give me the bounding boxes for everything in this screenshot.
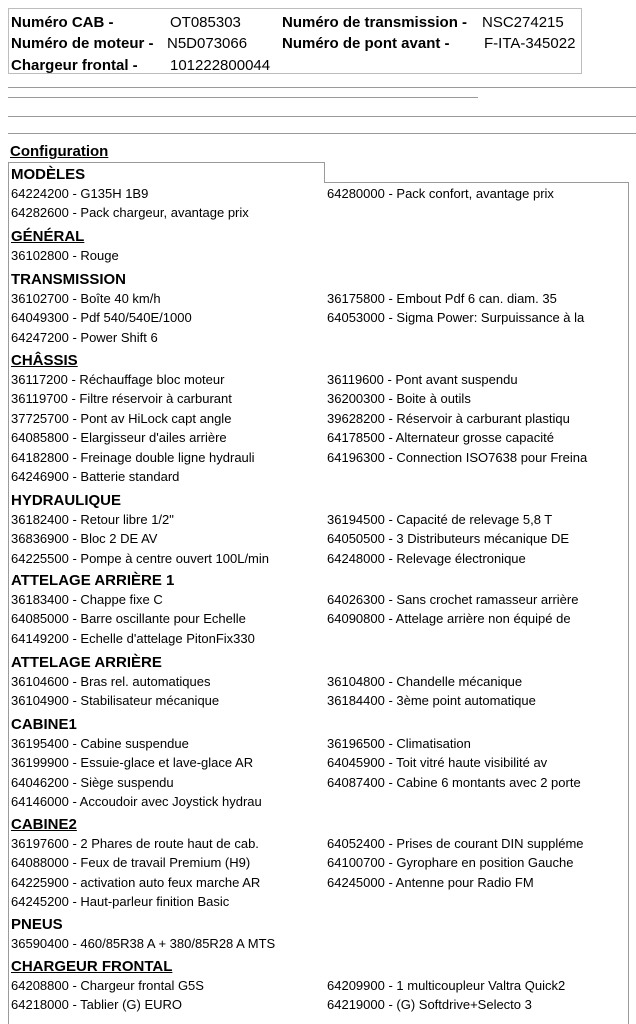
option-row <box>11 409 626 428</box>
option-row <box>11 976 626 995</box>
config-section <box>11 957 626 1015</box>
option-item: 64218000 - Tablier (G) EURO <box>11 997 183 1013</box>
option-row <box>11 328 626 347</box>
engine-value: N5D073066 <box>167 35 248 52</box>
option-row <box>11 590 626 609</box>
option-row <box>11 873 626 892</box>
option-item: 37725700 - Pont av HiLock capt angle <box>11 410 232 426</box>
cab-label: Numéro CAB - <box>11 14 114 31</box>
section-title: ATTELAGE ARRIÈRE 1 <box>11 572 175 589</box>
option-item: 64045900 - Toit vitré haute visibilité av <box>327 755 548 771</box>
option-item: 64100700 - Gyrophare en position Gauche <box>327 855 574 871</box>
option-item: 64085800 - Elargisseur d'ailes arrière <box>11 430 227 446</box>
divider-line <box>8 162 324 163</box>
option-item: 64225900 - activation auto feux marche AR <box>11 874 261 890</box>
option-item: 36590400 - 460/85R38 A + 380/85R28 A MTS <box>11 936 276 951</box>
section-title: CHARGEUR FRONTAL <box>11 958 173 975</box>
transmission-label: Numéro de transmission - <box>282 14 468 31</box>
front-axle-label: Numéro de pont avant - <box>282 35 450 52</box>
option-item: 64280000 - Pack confort, avantage prix <box>327 186 554 201</box>
option-item: 64196300 - Connection ISO7638 pour Freina <box>327 449 588 465</box>
option-item: 36102800 - Rouge <box>11 248 119 263</box>
option-item: 36182400 - Retour libre 1/2" <box>11 512 174 527</box>
divider-line <box>628 182 629 1024</box>
option-item: 64248000 - Relevage électronique <box>327 550 526 566</box>
option-row <box>11 510 626 529</box>
option-row <box>11 629 626 648</box>
option-row <box>11 691 626 710</box>
section-title: HYDRAULIQUE <box>11 492 122 509</box>
configuration-title: Configuration <box>10 143 109 160</box>
option-item: 64178500 - Alternateur grosse capacité <box>327 430 554 446</box>
config-section <box>11 165 626 223</box>
option-item: 36104600 - Bras rel. automatiques <box>11 674 211 689</box>
option-row <box>11 834 626 853</box>
option-row <box>11 389 626 408</box>
option-row <box>11 246 626 265</box>
option-item: 36197600 - 2 Phares de route haut de cab. <box>11 836 259 851</box>
option-item: 64026300 - Sans crochet ramasseur arrière <box>327 592 579 607</box>
option-row <box>11 308 626 327</box>
option-item: 64282600 - Pack chargeur, avantage prix <box>11 205 249 221</box>
option-item: 64088000 - Feux de travail Premium (H9) <box>11 855 251 871</box>
option-item: 36175800 - Embout Pdf 6 can. diam. 35 <box>327 291 557 306</box>
option-item: 64182800 - Freinage double ligne hydrauli <box>11 449 255 465</box>
option-item: 36200300 - Boite à outils <box>327 391 471 407</box>
option-row <box>11 448 626 467</box>
engine-label: Numéro de moteur - <box>11 35 154 52</box>
option-row <box>11 609 626 628</box>
option-item: 64050500 - 3 Distributeurs mécanique DE <box>327 531 570 547</box>
option-item: 64209900 - 1 multicoupleur Valtra Quick2 <box>327 978 566 993</box>
config-section <box>11 227 626 265</box>
option-item: 64090800 - Attelage arrière non équipé de <box>327 611 571 627</box>
option-item: 36183400 - Chappe fixe C <box>11 592 163 607</box>
option-item: 36104900 - Stabilisateur mécanique <box>11 693 220 709</box>
option-item: 64245000 - Antenne pour Radio FM <box>327 874 534 890</box>
option-row <box>11 184 626 203</box>
option-row <box>11 892 626 911</box>
option-item: 64224200 - G135H 1B9 <box>11 186 149 201</box>
option-row <box>11 753 626 772</box>
config-section <box>11 715 626 812</box>
divider-line <box>8 97 478 98</box>
option-item: 64049300 - Pdf 540/540E/1000 <box>11 310 192 326</box>
option-item: 36119600 - Pont avant suspendu <box>327 372 518 387</box>
divider-line <box>8 116 636 117</box>
option-row <box>11 467 626 486</box>
option-item: 36184400 - 3ème point automatique <box>327 693 536 709</box>
option-row <box>11 370 626 389</box>
config-section <box>11 351 626 486</box>
transmission-value: NSC274215 <box>482 14 564 31</box>
option-item: 64146000 - Accoudoir avec Joystick hydrau <box>11 794 262 810</box>
config-section <box>11 915 626 953</box>
loader-label: Chargeur frontal - <box>11 57 138 74</box>
section-title: CABINE1 <box>11 716 77 733</box>
option-item: 64149200 - Echelle d'attelage PitonFix330 <box>11 630 255 646</box>
option-row <box>11 773 626 792</box>
config-section <box>11 270 626 347</box>
option-item: 36195400 - Cabine suspendue <box>11 736 189 751</box>
front-axle-value: F-ITA-345022 <box>484 35 576 52</box>
option-item: 64219000 - (G) Softdrive+Selecto 3 <box>327 997 532 1013</box>
option-item: 64208800 - Chargeur frontal G5S <box>11 978 204 993</box>
config-section <box>11 571 626 648</box>
option-item: 64247200 - Power Shift 6 <box>11 329 158 345</box>
option-row <box>11 672 626 691</box>
option-item: 36102700 - Boîte 40 km/h <box>11 291 161 306</box>
section-title: TRANSMISSION <box>11 271 127 288</box>
option-item: 64053000 - Sigma Power: Surpuissance à la <box>327 310 585 326</box>
option-item: 36194500 - Capacité de relevage 5,8 T <box>327 512 553 527</box>
option-item: 36117200 - Réchauffage bloc moteur <box>11 372 225 387</box>
option-row <box>11 289 626 308</box>
section-title: PNEUS <box>11 916 63 933</box>
config-section <box>11 491 626 568</box>
section-title: CHÂSSIS <box>11 352 78 369</box>
divider-line <box>8 133 636 134</box>
option-row <box>11 734 626 753</box>
option-item: 64246900 - Batterie standard <box>11 468 180 484</box>
option-row <box>11 529 626 548</box>
config-section <box>11 653 626 711</box>
option-row <box>11 792 626 811</box>
option-row <box>11 853 626 872</box>
option-item: 64225500 - Pompe à centre ouvert 100L/min <box>11 550 270 566</box>
option-item: 64046200 - Siège suspendu <box>11 774 174 790</box>
section-title: CABINE2 <box>11 816 77 833</box>
option-item: 64245200 - Haut-parleur finition Basic <box>11 894 230 910</box>
section-title: GÉNÉRAL <box>11 228 85 245</box>
option-row <box>11 995 626 1014</box>
option-item: 36199900 - Essuie-glace et lave-glace AR <box>11 755 254 771</box>
option-item: 36104800 - Chandelle mécanique <box>327 674 523 689</box>
option-item: 64085000 - Barre oscillante pour Echelle <box>11 611 246 627</box>
divider-line <box>8 87 636 88</box>
option-row <box>11 934 626 953</box>
option-row <box>11 549 626 568</box>
option-row <box>11 203 626 222</box>
option-item: 36836900 - Bloc 2 DE AV <box>11 531 158 547</box>
option-item: 39628200 - Réservoir à carburant plastiqu <box>327 410 570 426</box>
cab-value: OT085303 <box>170 14 241 31</box>
loader-value: 101222800044 <box>170 57 271 74</box>
option-item: 64052400 - Prises de courant DIN supplémе <box>327 836 584 851</box>
option-item: 36119700 - Filtre réservoir à carburant <box>11 391 232 407</box>
option-item: 64087400 - Cabine 6 montants avec 2 porte <box>327 774 581 790</box>
section-title: ATTELAGE ARRIÈRE <box>11 654 162 671</box>
section-title: MODÈLES <box>11 166 86 183</box>
option-row <box>11 428 626 447</box>
option-item: 36196500 - Climatisation <box>327 736 471 751</box>
config-section <box>11 815 626 912</box>
